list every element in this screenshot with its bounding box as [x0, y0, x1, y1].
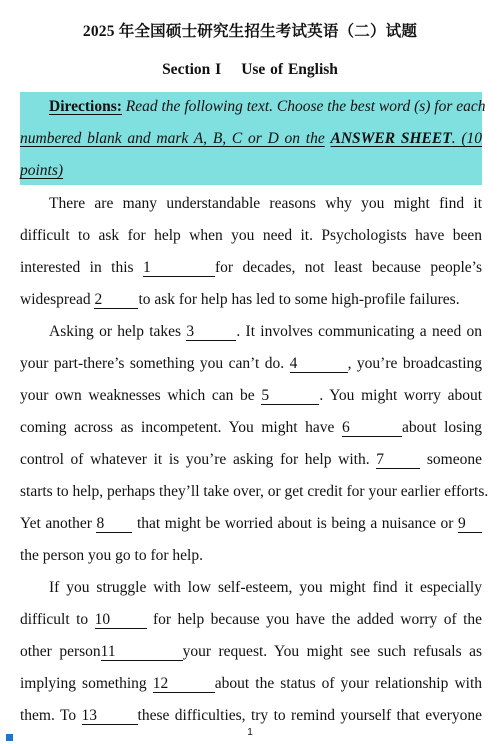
blank-10: 10 — [95, 610, 147, 629]
answer-sheet-label: ANSWER SHEET — [330, 130, 452, 147]
directions-text-2a: numbered blank and mark A, B, C or D on the — [20, 130, 325, 147]
passage-line: starts to help, perhaps they’ll take over, or get credit for your earlier efforts. — [20, 483, 489, 500]
blank-1: 1 — [143, 258, 215, 277]
passage-line: other person11 your request. You might see such refusals as — [20, 643, 482, 660]
blank-13: 13 — [82, 706, 138, 725]
section-name: Use of English — [241, 61, 338, 78]
blank-2: 2 — [94, 290, 138, 309]
page-number: 1 — [247, 727, 253, 738]
blank-7: 7 — [376, 450, 420, 469]
passage-line: coming across as incompetent. You might have 6 about losing — [20, 419, 483, 436]
directions-line-1 — [20, 96, 486, 118]
passage-line: your part-there’s something you can’t do. 4 , you’re broadcasting — [20, 355, 483, 372]
passage-line: them. To 13 these difficulties, try to remind yourself that everyone — [20, 707, 482, 724]
section-heading — [0, 61, 500, 79]
passage-line: If you struggle with low self-esteem, you might find it especially — [49, 579, 482, 596]
directions-text-2c: . (10 — [451, 130, 483, 147]
passage-line: interested in this 1 for decades, not least because people’s — [20, 259, 482, 276]
blank-11: 11 — [101, 642, 183, 661]
blank-9: 9 — [458, 514, 482, 533]
corner-mark — [6, 734, 13, 741]
blank-12: 12 — [153, 674, 215, 693]
section-label: Section I — [162, 61, 222, 78]
passage-line: difficult to ask for help when you need it. Psychologists have been — [20, 227, 482, 244]
passage-line: Asking or help takes 3 . It involves communicating a need on — [49, 323, 482, 340]
passage-line: control of whatever it is you’re asking for help with. 7 someone — [20, 451, 482, 468]
directions-line-2 — [20, 128, 482, 150]
blank-8: 8 — [96, 514, 132, 533]
passage-line: implying something 12 about the status of your relationship with — [20, 675, 483, 692]
blank-6: 6 — [342, 418, 402, 437]
passage-line: widespread 2 to ask for help has led to some high-profile failures. — [20, 291, 460, 308]
passage-line: difficult to 10 for help because you have the added worry of the — [20, 611, 483, 628]
blank-3: 3 — [186, 322, 236, 341]
blank-4: 4 — [290, 354, 348, 373]
directions-text-3: points) — [20, 162, 64, 179]
directions-line-3 — [20, 160, 482, 182]
passage-line: Yet another 8 that might be worried about is being a nuisance or 9 — [20, 513, 482, 535]
exam-title: 2025 年全国硕士研究生招生考试英语（二）试题 — [82, 23, 418, 40]
blank-5: 5 — [261, 386, 319, 405]
passage-line: your own weaknesses which can be 5 . You might worry about — [20, 387, 483, 404]
directions-label: Directions: — [49, 98, 122, 115]
passage-line: There are many understandable reasons why you might find it — [49, 195, 482, 212]
passage-line: the person you go to for help. — [20, 547, 203, 564]
directions-text-1: Read the following text. Choose the best word (s) for each — [125, 98, 486, 115]
